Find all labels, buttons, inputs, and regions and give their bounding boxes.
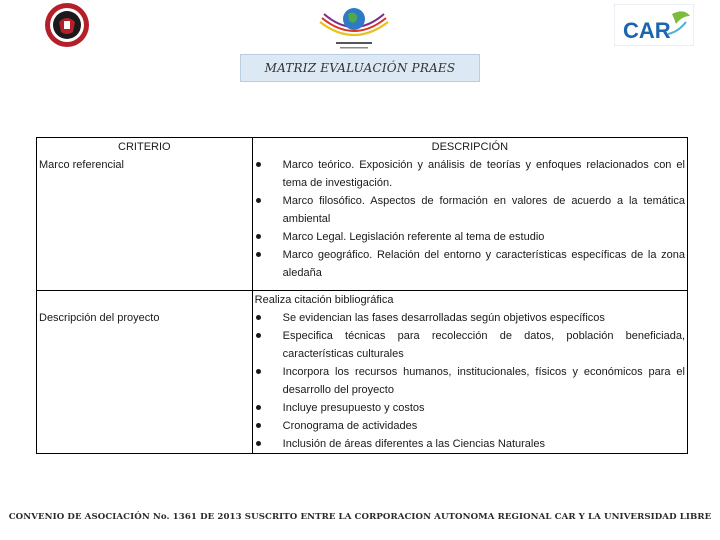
list-item: Inclusión de áreas diferentes a las Ciencias Naturales xyxy=(255,435,685,453)
descripcion-header: DESCRIPCIÓN xyxy=(431,141,509,153)
list-item: Incorpora los recursos humanos, institucionales, físicos y económicos para el desarrollo del proyecto xyxy=(255,363,685,399)
list-item: Marco teórico. Exposición y análisis de teorías y enfoques relacionados con el tema de investigación. xyxy=(255,156,685,192)
marco-referencial-list xyxy=(255,156,685,282)
list-item: Marco geográfico. Relación del entorno y características específicas de la zona aledaña xyxy=(255,246,685,282)
car-logo-text: CAR xyxy=(623,18,671,43)
list-item: Marco filosófico. Aspectos de formación en valores de acuerdo a la temática ambiental xyxy=(255,192,685,228)
criterio-header: CRITERIO xyxy=(118,141,171,153)
list-item: Marco Legal. Legislación referente al tema de estudio xyxy=(255,228,685,246)
table-row xyxy=(37,291,688,454)
list-item: Cronograma de actividades xyxy=(255,417,685,435)
descripcion-cell xyxy=(252,291,687,454)
universidad-libre-logo xyxy=(40,2,94,48)
spacer xyxy=(39,291,250,309)
row-criterio-descripcion: Descripción del proyecto xyxy=(39,312,160,324)
list-item: Incluye presupuesto y costos xyxy=(255,399,685,417)
criterio-header-cell xyxy=(37,138,253,291)
list-item: Especifica técnicas para recolección de datos, población beneficiada, características culturales xyxy=(255,327,685,363)
row-criterio-marco: Marco referencial xyxy=(39,159,124,171)
car-logo xyxy=(614,4,694,46)
descripcion-header-cell xyxy=(252,138,687,291)
descripcion-proyecto-list xyxy=(255,309,685,453)
descripcion-intro: Realiza citación bibliográfica xyxy=(254,294,394,306)
page-title: MATRIZ EVALUACIÓN PRAES xyxy=(240,54,480,82)
table-header-row xyxy=(37,138,688,291)
footer-agreement: CONVENIO DE ASOCIACIÓN No. 1361 DE 2013 SUSCRITO ENTRE LA CORPORACION AUTONOMA REGIONAL CAR Y LA UNIVERSIDAD LIBRE xyxy=(8,512,712,522)
prae-globe-logo xyxy=(316,2,392,54)
list-item: Se evidencian las fases desarrolladas según objetivos específicos xyxy=(255,309,685,327)
spacer xyxy=(255,282,685,290)
criterio-cell xyxy=(37,291,253,454)
evaluation-matrix-table xyxy=(36,137,688,454)
